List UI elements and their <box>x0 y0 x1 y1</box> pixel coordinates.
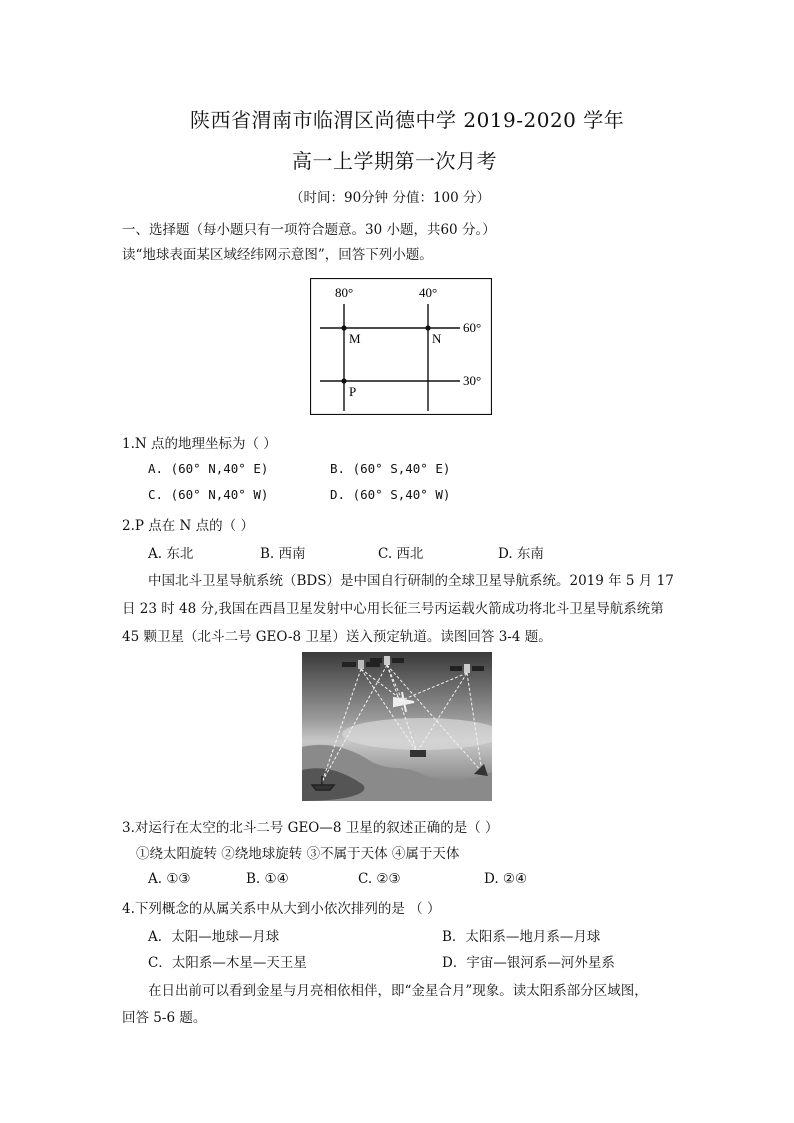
q3-option-a: A. ①③ <box>148 871 191 887</box>
passage3-line2: 回答 5-6 题。 <box>122 1010 207 1026</box>
q4-option-d: D．宇宙—银河系—河外星系 <box>442 955 615 971</box>
q3-stem: 3.对运行在太空的北斗二号 GEO—8 卫星的叙述正确的是（ ） <box>122 820 499 836</box>
q1-stem: 1.N 点的地理坐标为（ ） <box>122 436 277 452</box>
label-lon-40: 40° <box>419 285 438 300</box>
exam-title-line2: 高一上学期第一次月考 <box>292 149 497 173</box>
passage3-line1: 在日出前可以看到金星与月亮相依相伴，即“金星合月”现象。读太阳系部分区域图， <box>148 983 648 999</box>
exam-meta: （时间：90分钟 分值：100 分） <box>290 190 491 206</box>
q4-stem: 4.下列概念的从属关系中从大到小依次排列的是 （ ） <box>122 901 441 917</box>
q2-stem: 2.P 点在 N 点的（ ） <box>122 518 254 534</box>
passage2-line1: 中国北斗卫星导航系统（BDS）是中国自行研制的全球卫星导航系统。2019 年 5 月 17 <box>148 573 674 589</box>
point-n-dot <box>425 325 430 330</box>
passage2-line2: 日 23 时 48 分,我国在西昌卫星发射中心用长征三号丙运载火箭成功将北斗卫星导航系统第 <box>122 601 664 617</box>
passage2-line3: 45 颗卫星（北斗二号 GEO-8 卫星）送入预定轨道。读图回答 3-4 题。 <box>122 629 552 645</box>
point-p-dot <box>341 378 346 383</box>
q3-statements: ①绕太阳旋转 ②绕地球旋转 ③不属于天体 ④属于天体 <box>136 846 460 862</box>
q3-option-b: B. ①④ <box>246 871 289 887</box>
label-point-p: P <box>349 384 357 399</box>
label-lat-60: 60° <box>463 320 482 335</box>
label-lon-80: 80° <box>335 285 354 300</box>
graticule-figure <box>310 278 492 415</box>
label-point-n: N <box>432 331 442 346</box>
label-lat-30: 30° <box>463 373 482 388</box>
exam-title-line1: 陕西省渭南市临渭区尚德中学 2019-2020 学年 <box>190 108 625 132</box>
q4-option-a: A．太阳—地球—月球 <box>148 929 280 945</box>
q1-option-a: A. (60° N,40° E) <box>148 461 269 476</box>
section-heading: 一、选择题（每小题只有一项符合题意。30 小题，共60 分。） <box>122 222 496 238</box>
q4-option-c: C．太阳系—木星—天王星 <box>148 955 307 971</box>
q2-option-c: C. 西北 <box>378 546 424 562</box>
label-point-m: M <box>349 331 361 346</box>
q2-option-a: A. 东北 <box>148 546 194 562</box>
section-intro: 读“地球表面某区域经纬网示意图”，回答下列小题。 <box>122 247 433 263</box>
q3-option-d: D. ②④ <box>484 871 528 887</box>
q4-option-b: B．太阳系—地月系—月球 <box>442 929 601 945</box>
q3-option-c: C. ②③ <box>358 871 401 887</box>
q2-option-d: D. 东南 <box>498 546 544 562</box>
satellite-navigation-photo <box>302 652 492 801</box>
q1-option-b: B. (60° S,40° E) <box>330 461 451 476</box>
q1-option-d: D. (60° S,40° W) <box>330 487 451 502</box>
q1-option-c: C. (60° N,40° W) <box>148 487 269 502</box>
point-m-dot <box>341 325 346 330</box>
vehicle-icon <box>410 750 426 757</box>
q2-option-b: B. 西南 <box>260 546 306 562</box>
